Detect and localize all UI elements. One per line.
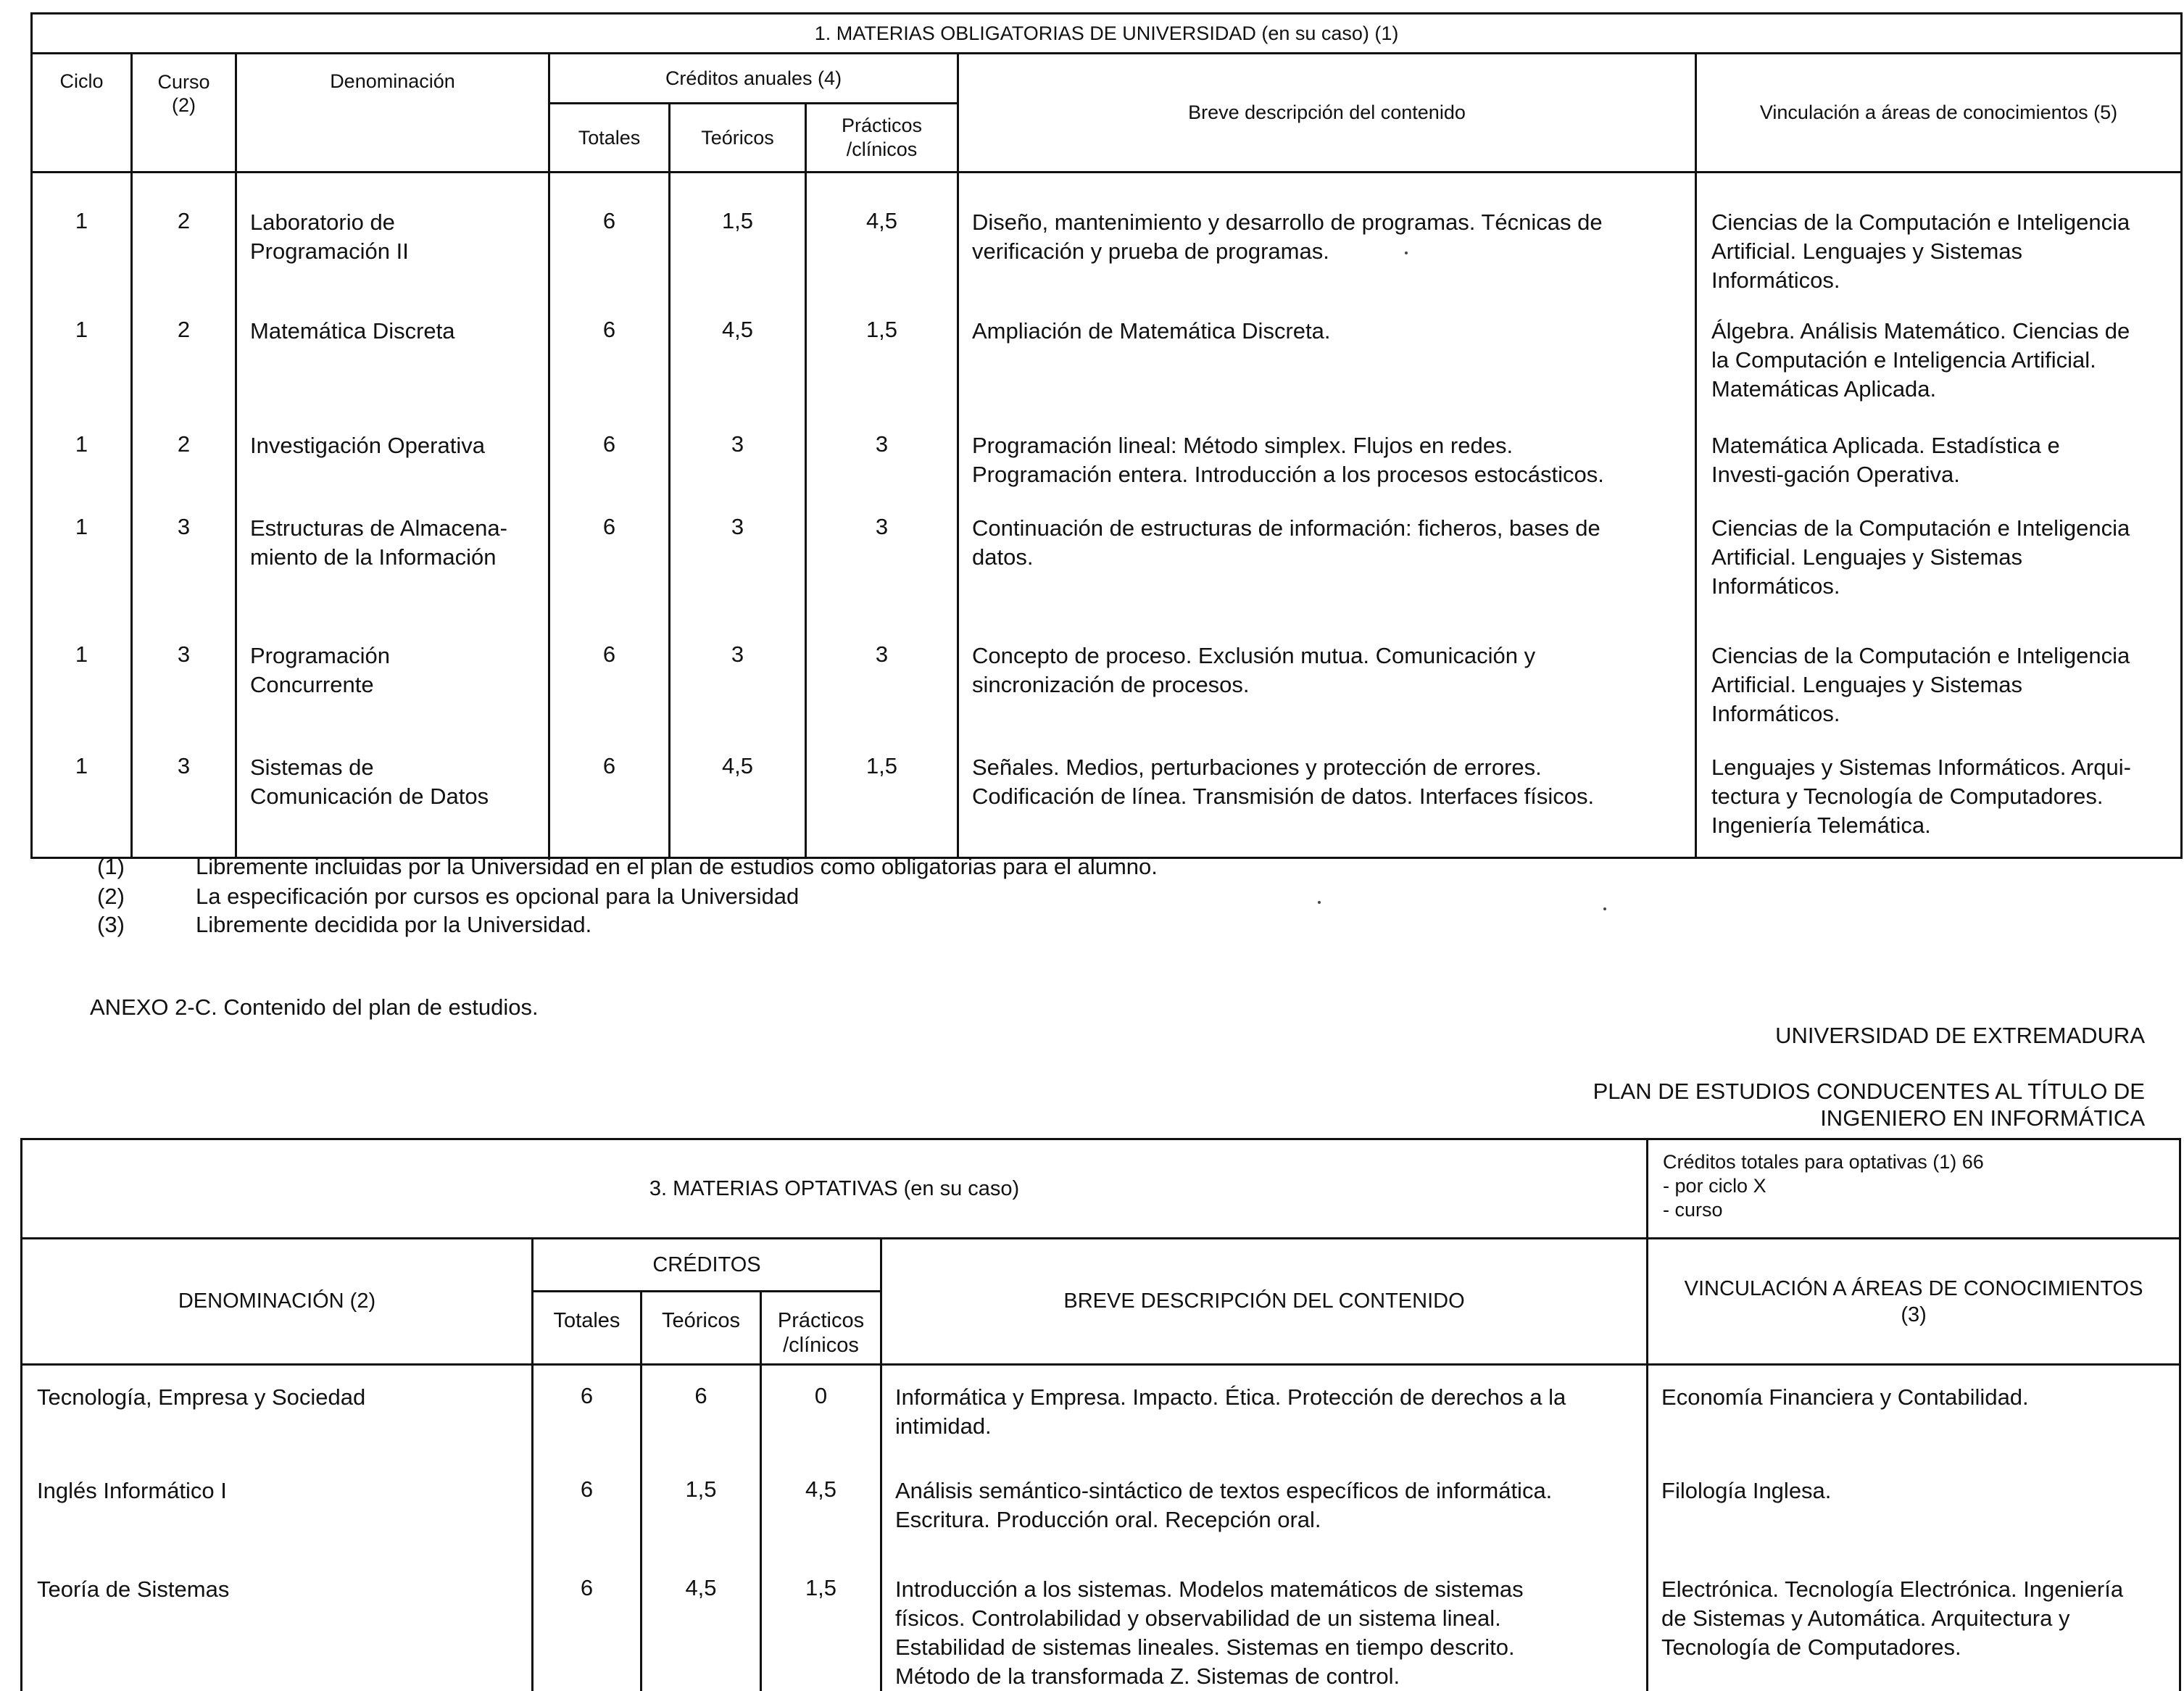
totales-cell: 6 bbox=[549, 499, 670, 615]
t2-header-vinculacion-line1: VINCULACIÓN A ÁREAS DE CONOCIMIENTOS bbox=[1684, 1276, 2143, 1300]
areas-cell bbox=[1696, 499, 2182, 615]
denominacion-line: Estructuras de Almacena- bbox=[250, 515, 507, 541]
areas-line: Artificial. Lenguajes y Sistemas bbox=[1711, 238, 2023, 264]
descripcion-cell bbox=[881, 1540, 1648, 1691]
areas-line: Ciencias de la Computación e Inteligencia bbox=[1711, 643, 2130, 668]
areas-line: Ciencias de la Computación e Inteligencia bbox=[1711, 515, 2130, 541]
teoricos-cell: 3 bbox=[670, 615, 806, 731]
descripcion-cell bbox=[958, 731, 1696, 857]
teoricos-cell: 3 bbox=[670, 411, 806, 499]
areas-line: Lenguajes y Sistemas Informáticos. Arqui- bbox=[1711, 755, 2131, 780]
areas-line: Artificial. Lenguajes y Sistemas bbox=[1711, 672, 2023, 697]
ciclo-cell: 1 bbox=[32, 615, 132, 731]
descripcion-line: Señales. Medios, perturbaciones y protección de errores. bbox=[972, 755, 1542, 780]
table-row bbox=[22, 1365, 2180, 1452]
areas-line: Filología Inglesa. bbox=[1661, 1477, 1832, 1503]
header-curso-line1: Curso bbox=[157, 71, 210, 93]
t2-header-practicos-line2: /clínicos bbox=[783, 1334, 859, 1357]
university-name: UNIVERSIDAD DE EXTREMADURA bbox=[1775, 1023, 2145, 1048]
descripcion-line: Análisis semántico-sintáctico de textos específicos de informática. bbox=[895, 1477, 1553, 1503]
t2-header-creditos: CRÉDITOS bbox=[533, 1239, 881, 1292]
areas-cell bbox=[1696, 731, 2182, 857]
descripcion-line: Introducción a los sistemas. Modelos matemáticos de sistemas bbox=[895, 1576, 1524, 1602]
descripcion-cell bbox=[881, 1365, 1648, 1452]
areas-cell bbox=[1696, 615, 2182, 731]
optional-credits-line3: - curso bbox=[1663, 1199, 1723, 1221]
areas-line: la Computación e Inteligencia Artificial. bbox=[1711, 347, 2096, 373]
areas-line: Informáticos. bbox=[1711, 573, 1840, 599]
table-row bbox=[32, 615, 2182, 731]
table-row bbox=[32, 173, 2182, 296]
areas-cell bbox=[1648, 1452, 2180, 1540]
areas-cell bbox=[1696, 173, 2182, 296]
areas-line: Investi-gación Operativa. bbox=[1711, 462, 1960, 487]
areas-line: tectura y Tecnología de Computadores. bbox=[1711, 784, 2104, 809]
header-creditos: Créditos anuales (4) bbox=[549, 54, 958, 104]
descripcion-line: Continuación de estructuras de información: ficheros, bases de bbox=[972, 515, 1600, 541]
areas-line: Tecnología de Computadores. bbox=[1661, 1634, 1961, 1660]
header-curso bbox=[132, 54, 236, 173]
denominacion-cell bbox=[236, 731, 549, 857]
areas-line: Electrónica. Tecnología Electrónica. Ingeniería bbox=[1661, 1576, 2124, 1602]
practicos-cell: 3 bbox=[806, 499, 958, 615]
curso-cell: 3 bbox=[132, 615, 236, 731]
ciclo-cell: 1 bbox=[32, 411, 132, 499]
descripcion-line: Informática y Empresa. Impacto. Ética. Protección de derechos a la bbox=[895, 1384, 1566, 1410]
denominacion-cell bbox=[236, 411, 549, 499]
descripcion-line: Concepto de proceso. Exclusión mutua. Comunicación y bbox=[972, 643, 1536, 668]
descripcion-line: Estabilidad de sistemas lineales. Sistemas en tiempo descrito. bbox=[895, 1634, 1515, 1660]
descripcion-line: intimidad. bbox=[895, 1413, 992, 1439]
mandatory-subjects-table bbox=[30, 12, 2183, 859]
denominacion-line: miento de la Información bbox=[250, 544, 497, 570]
descripcion-cell bbox=[881, 1452, 1648, 1540]
t2-header-vinculacion bbox=[1648, 1239, 2180, 1365]
curso-cell: 2 bbox=[132, 411, 236, 499]
denominacion-line: Investigación Operativa bbox=[250, 433, 485, 458]
descripcion-line: Codificación de línea. Transmisión de datos. Interfaces físicos. bbox=[972, 784, 1595, 809]
denominacion-cell bbox=[236, 615, 549, 731]
areas-cell bbox=[1648, 1365, 2180, 1452]
denominacion-line: Sistemas de bbox=[250, 755, 374, 780]
practicos-cell: 1,5 bbox=[761, 1540, 881, 1691]
teoricos-cell: 1,5 bbox=[642, 1452, 761, 1540]
optional-credits-line1: Créditos totales para optativas (1) 66 bbox=[1663, 1151, 1984, 1173]
areas-line: Ciencias de la Computación e Inteligencia bbox=[1711, 209, 2130, 235]
scan-speck bbox=[1603, 907, 1606, 910]
ciclo-cell: 1 bbox=[32, 499, 132, 615]
teoricos-cell: 3 bbox=[670, 499, 806, 615]
areas-line: Informáticos. bbox=[1711, 701, 1840, 726]
denominacion-line: Comunicación de Datos bbox=[250, 784, 489, 809]
ciclo-cell: 1 bbox=[32, 173, 132, 296]
descripcion-line: Escritura. Producción oral. Recepción oral. bbox=[895, 1506, 1321, 1532]
annex-title: ANEXO 2-C. Contenido del plan de estudios. bbox=[90, 994, 539, 1020]
curso-cell: 3 bbox=[132, 731, 236, 857]
descripcion-cell bbox=[958, 295, 1696, 411]
ciclo-cell: 1 bbox=[32, 731, 132, 857]
t2-header-teoricos: Teóricos bbox=[642, 1292, 761, 1365]
practicos-cell: 3 bbox=[806, 615, 958, 731]
header-curso-line2: (2) bbox=[172, 94, 196, 116]
header-ciclo: Ciclo bbox=[32, 54, 132, 173]
t2-header-descripcion: BREVE DESCRIPCIÓN DEL CONTENIDO bbox=[881, 1239, 1648, 1365]
areas-line: Matemáticas Aplicada. bbox=[1711, 376, 1937, 402]
table-row bbox=[22, 1540, 2180, 1691]
scan-speck bbox=[1318, 901, 1321, 904]
footnote-number: (3) bbox=[97, 912, 125, 937]
denominacion-line: Programación bbox=[250, 643, 390, 668]
teoricos-cell: 4,5 bbox=[670, 731, 806, 857]
table-row bbox=[32, 411, 2182, 499]
scan-speck bbox=[1405, 252, 1408, 254]
header-vinculacion: Vinculación a áreas de conocimientos (5) bbox=[1696, 54, 2182, 173]
areas-line: de Sistemas y Automática. Arquitectura y bbox=[1661, 1605, 2070, 1631]
t2-header-totales: Totales bbox=[533, 1292, 642, 1365]
table2-title: 3. MATERIAS OPTATIVAS (en su caso) bbox=[22, 1139, 1648, 1239]
denominacion-cell bbox=[236, 173, 549, 296]
footnote-number: (1) bbox=[97, 854, 125, 879]
header-totales: Totales bbox=[549, 104, 670, 173]
descripcion-line: sincronización de procesos. bbox=[972, 672, 1250, 697]
totales-cell: 6 bbox=[549, 615, 670, 731]
denominacion-line: Concurrente bbox=[250, 672, 374, 697]
optional-credits-info bbox=[1648, 1139, 2180, 1239]
denominacion-cell: Tecnología, Empresa y Sociedad bbox=[22, 1365, 533, 1452]
optional-subjects-table bbox=[20, 1138, 2181, 1691]
table-row bbox=[32, 731, 2182, 857]
descripcion-cell bbox=[958, 173, 1696, 296]
totales-cell: 6 bbox=[549, 173, 670, 296]
totales-cell: 6 bbox=[549, 295, 670, 411]
footnote-number: (2) bbox=[97, 884, 125, 909]
totales-cell: 6 bbox=[549, 731, 670, 857]
t2-header-vinculacion-line2: (3) bbox=[1901, 1302, 1927, 1326]
footnote-text: Libremente decidida por la Universidad. bbox=[196, 912, 592, 937]
teoricos-cell: 1,5 bbox=[670, 173, 806, 296]
practicos-cell: 3 bbox=[806, 411, 958, 499]
header-descripcion: Breve descripción del contenido bbox=[958, 54, 1696, 173]
descripcion-line: físicos. Controlabilidad y observabilidad de un sistema lineal. bbox=[895, 1605, 1501, 1631]
practicos-cell: 0 bbox=[761, 1365, 881, 1452]
table-row bbox=[22, 1452, 2180, 1540]
teoricos-cell: 4,5 bbox=[670, 295, 806, 411]
footnote-text: Libremente incluidas por la Universidad en el plan de estudios como obligatorias para el alumno. bbox=[196, 854, 1158, 879]
descripcion-line: datos. bbox=[972, 544, 1034, 570]
descripcion-line: Programación lineal: Método simplex. Flujos en redes. bbox=[972, 433, 1514, 458]
areas-line: Álgebra. Análisis Matemático. Ciencias de bbox=[1711, 318, 2130, 344]
t2-header-practicos-line1: Prácticos bbox=[777, 1309, 865, 1332]
totales-cell: 6 bbox=[549, 411, 670, 499]
practicos-cell: 1,5 bbox=[806, 295, 958, 411]
practicos-cell: 4,5 bbox=[761, 1452, 881, 1540]
totales-cell: 6 bbox=[533, 1452, 642, 1540]
teoricos-cell: 6 bbox=[642, 1365, 761, 1452]
areas-line: Matemática Aplicada. Estadística e bbox=[1711, 433, 2060, 458]
optional-credits-line2: - por ciclo X bbox=[1663, 1175, 1766, 1197]
descripcion-line: Diseño, mantenimiento y desarrollo de programas. Técnicas de bbox=[972, 209, 1603, 235]
plan-title bbox=[1593, 1078, 2145, 1131]
curso-cell: 2 bbox=[132, 173, 236, 296]
denominacion-cell: Inglés Informático I bbox=[22, 1452, 533, 1540]
header-practicos-line2: /clínicos bbox=[846, 138, 918, 160]
denominacion-line: Laboratorio de bbox=[250, 209, 395, 235]
denominacion-cell bbox=[236, 295, 549, 411]
descripcion-cell bbox=[958, 499, 1696, 615]
denominacion-cell bbox=[236, 499, 549, 615]
teoricos-cell: 4,5 bbox=[642, 1540, 761, 1691]
areas-cell bbox=[1696, 411, 2182, 499]
table-row bbox=[32, 499, 2182, 615]
curso-cell: 2 bbox=[132, 295, 236, 411]
ciclo-cell: 1 bbox=[32, 295, 132, 411]
header-practicos-line1: Prácticos bbox=[841, 115, 923, 136]
t2-header-denominacion: DENOMINACIÓN (2) bbox=[22, 1239, 533, 1365]
header-teoricos: Teóricos bbox=[670, 104, 806, 173]
table-row bbox=[32, 295, 2182, 411]
areas-line: Economía Financiera y Contabilidad. bbox=[1661, 1384, 2029, 1410]
descripcion-line: Ampliación de Matemática Discreta. bbox=[972, 318, 1331, 344]
t2-header-practicos bbox=[761, 1292, 881, 1365]
areas-cell bbox=[1648, 1540, 2180, 1691]
areas-line: Informáticos. bbox=[1711, 267, 1840, 293]
areas-cell bbox=[1696, 295, 2182, 411]
denominacion-line: Matemática Discreta bbox=[250, 318, 455, 344]
areas-line: Artificial. Lenguajes y Sistemas bbox=[1711, 544, 2023, 570]
plan-title-line1: PLAN DE ESTUDIOS CONDUCENTES AL TÍTULO DE bbox=[1593, 1079, 2145, 1104]
descripcion-cell bbox=[958, 615, 1696, 731]
header-practicos bbox=[806, 104, 958, 173]
totales-cell: 6 bbox=[533, 1365, 642, 1452]
areas-line: Ingeniería Telemática. bbox=[1711, 813, 1931, 838]
curso-cell: 3 bbox=[132, 499, 236, 615]
descripcion-cell bbox=[958, 411, 1696, 499]
denominacion-line: Programación II bbox=[250, 238, 409, 264]
denominacion-cell: Teoría de Sistemas bbox=[22, 1540, 533, 1691]
descripcion-line: Programación entera. Introducción a los procesos estocásticos. bbox=[972, 462, 1604, 487]
header-denominacion: Denominación bbox=[236, 54, 549, 173]
table1-title: 1. MATERIAS OBLIGATORIAS DE UNIVERSIDAD (en su caso) (1) bbox=[32, 14, 2182, 54]
footnote-text: La especificación por cursos es opcional para la Universidad bbox=[196, 884, 800, 909]
descripcion-line: verificación y prueba de programas. bbox=[972, 238, 1329, 264]
descripcion-line: Método de la transformada Z. Sistemas de control. bbox=[895, 1663, 1400, 1689]
practicos-cell: 4,5 bbox=[806, 173, 958, 296]
totales-cell: 6 bbox=[533, 1540, 642, 1691]
plan-title-line2: INGENIERO EN INFORMÁTICA bbox=[1820, 1105, 2145, 1131]
practicos-cell: 1,5 bbox=[806, 731, 958, 857]
